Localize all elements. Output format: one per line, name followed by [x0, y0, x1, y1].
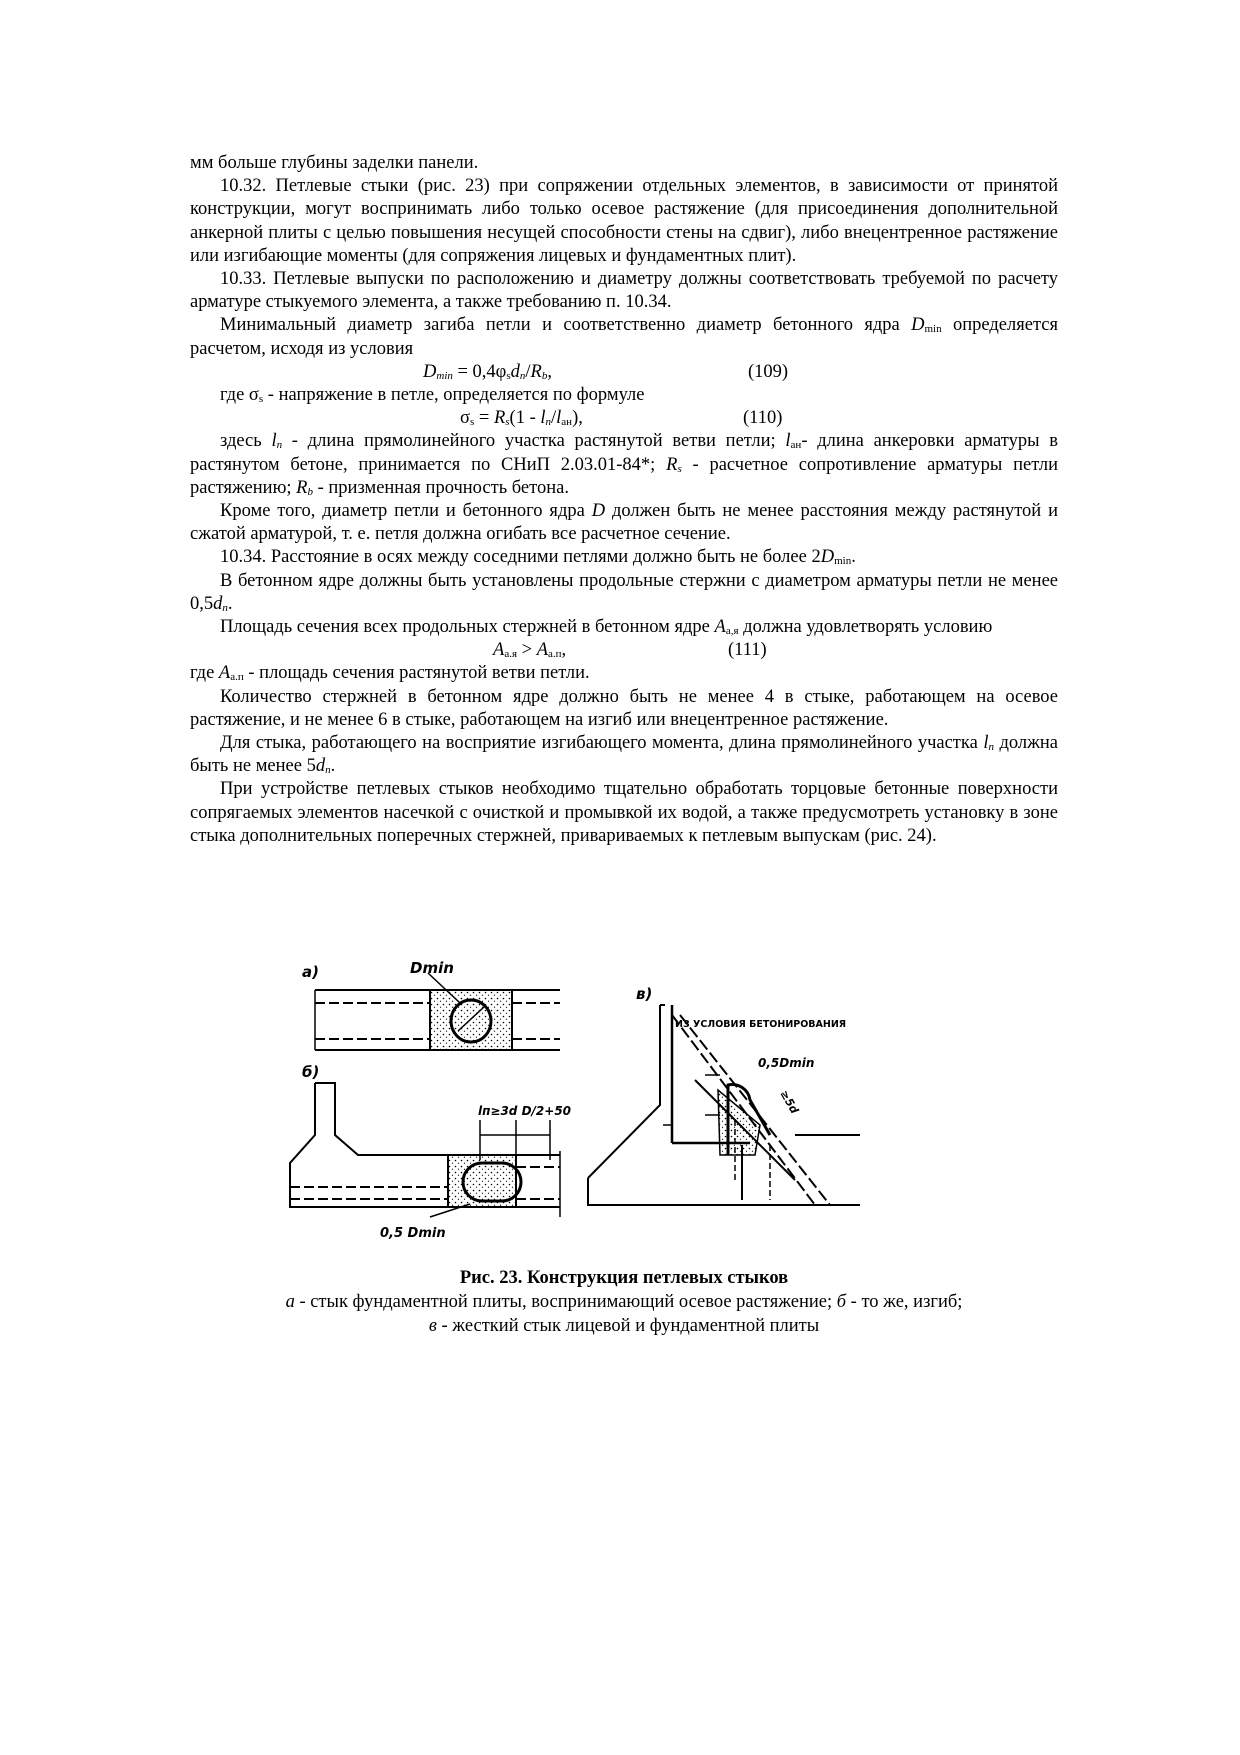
label-a: а)	[302, 963, 319, 981]
formula-109	[190, 361, 1058, 384]
paragraph-10-33: 10.33. Петлевые выпуски по расположению и диаметру должны соответствовать требуемой по расчету арматуре стыкуемого элемента, а также требованию п. 10.34.	[190, 269, 1058, 313]
caption-line-2: в - жесткий стык лицевой и фундаментной плиты	[428, 1316, 820, 1336]
label-half-dmin: 0,5 Dmin	[380, 1226, 446, 1241]
label-dim-v: ≥5d	[777, 1088, 802, 1116]
paragraph-definitions: здесь $l_n$ - длина прямолинейного участка растянутой ветви петли; $l_{ан}-$ длина анкеровки арматуры в растянутом бетоне, принимается по СНиП 2.03.01-84*; $R_s$ - расчетное сопротивление арматуры петли растяжению; $R_b$ - призменная прочность бетона.	[190, 431, 1058, 498]
paragraph-sigma: где $\sigma_s$ - напряжение в петле, определяется по формуле	[220, 385, 645, 406]
paragraph-where: где $A_{а.п}$ - площадь сечения растянутой ветви петли.	[190, 663, 590, 684]
paragraph-installation: При устройстве петлевых стыков необходимо тщательно обработать торцовые бетонные поверхности сопрягаемых элементов насечкой с очисткой и промывкой их водой, а также предусмотреть установку в зоне стыка дополнительных поперечных стержней, привариваемых к петлевым выпускам (рис. 24).	[190, 779, 1058, 846]
formula-110-number: (110)	[743, 408, 783, 429]
formula-111-expr: $A_{а.я} > A_{а.п}$,	[493, 640, 567, 661]
detail-v	[588, 1005, 860, 1205]
caption-title: Рис. 23. Конструкция петлевых стыков	[459, 1268, 789, 1288]
paragraph-10-34: 10.34. Расстояние в осях между соседними петлями должно быть не более $2D_{min}$.	[220, 547, 856, 568]
detail-a	[315, 973, 560, 1050]
paragraph-longitudinal: В бетонном ядре должны быть установлены продольные стержни с диаметром арматуры петли не менее $0,5d_n$.	[190, 570, 1058, 614]
paragraph-10-32: 10.32. Петлевые стыки (рис. 23) при сопряжении отдельных элементов, в зависимости от принятой конструкции, могут воспринимать либо только осевое растяжение (для присоединения дополнительной анкерной плиты с целью повышения несущей способности стены на сдвиг), либо внецентренное растяжение или изгибающие моменты (для сопряжения лицевых и фундаментных плит).	[190, 176, 1058, 266]
label-b: б)	[302, 1063, 320, 1081]
label-half-dmin-v: 0,5Dmin	[758, 1056, 815, 1070]
paragraph-dmin: Минимальный диаметр загиба петли и соответственно диаметр бетонного ядра $D_{min}$ определяется расчетом, исходя из условия	[190, 315, 1059, 359]
paragraph-count: Количество стержней в бетонном ядре должно быть не менее 4 в стыке, работающем на осевое растяжение, и не менее 6 в стыке, работающем на изгиб или внецентренное растяжение.	[190, 686, 1058, 730]
caption-line-1: а - стык фундаментной плиты, воспринимающий осевое растяжение; б - то же, изгиб;	[285, 1292, 963, 1312]
label-concreting: ИЗ УСЛОВИЯ БЕТОНИРОВАНИЯ	[675, 1019, 847, 1030]
label-ln: lп≥3d D/2+50	[478, 1104, 572, 1118]
formula-111-number: (111)	[728, 640, 767, 661]
figure-23-drawing	[280, 955, 980, 1260]
body-text	[190, 152, 1058, 848]
formula-111	[190, 639, 1058, 662]
formula-110	[190, 407, 1058, 430]
label-dmin: Dmin	[410, 959, 454, 977]
paragraph-bending: Для стыка, работающего на восприятие изгибающего момента, длина прямолинейного участка $l_n$ должна быть не менее $5d_n$.	[190, 733, 1058, 777]
paragraph-area: Площадь сечения всех продольных стержней в бетонном ядре $A_{а,я}$ должна удовлетворять условию	[220, 617, 993, 638]
formula-109-expr: $D_{min} = 0,4\varphi_sd_n/R_b$,	[423, 361, 552, 382]
label-v: в)	[636, 985, 653, 1003]
figure-caption	[190, 1266, 1058, 1338]
formula-109-number: (109)	[748, 361, 789, 382]
paragraph-diameter: Кроме того, диаметр петли и бетонного ядра D должен быть не менее расстояния между растянутой и сжатой арматурой, т. е. петля должна огибать все расчетное сечение.	[190, 501, 1058, 545]
formula-110-expr: $\sigma_s = R_s(1 - l_n/l_{ан})$,	[460, 408, 583, 429]
paragraph: мм больше глубины заделки панели.	[190, 153, 479, 173]
